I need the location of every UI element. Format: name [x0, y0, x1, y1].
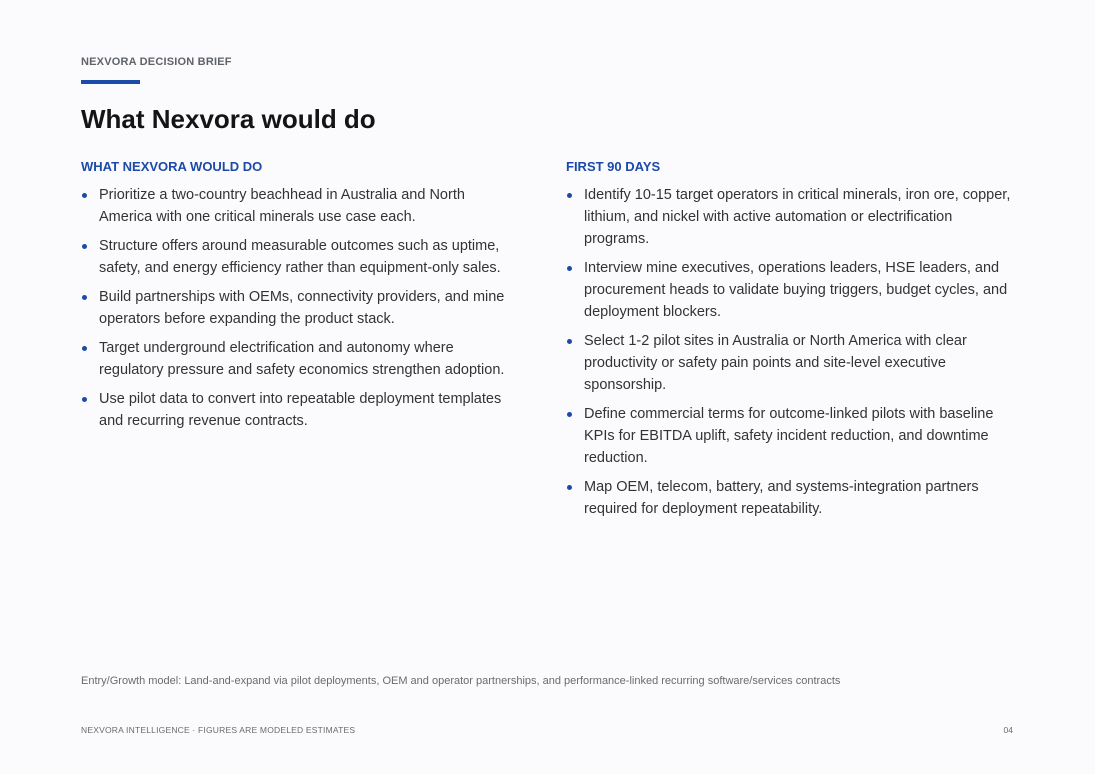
- footer-label: NEXVORA INTELLIGENCE · FIGURES ARE MODELED ESTIMATES: [81, 725, 356, 735]
- bullet-dot-icon: [567, 339, 572, 344]
- right-bullet-list: [566, 184, 1011, 520]
- bullet-dot-icon: [82, 193, 87, 198]
- list-item-text: Select 1-2 pilot sites in Australia or North America with clear productivity or safety pain points and site-level executive sponsorship.: [584, 333, 967, 393]
- bullet-dot-icon: [82, 244, 87, 249]
- list-item: [81, 337, 521, 381]
- list-item-text: Prioritize a two-country beachhead in Australia and North America with one critical minerals use case each.: [99, 187, 465, 225]
- bullet-dot-icon: [82, 397, 87, 402]
- list-item-text: Map OEM, telecom, battery, and systems-integration partners required for deployment repeatability.: [584, 479, 979, 517]
- bullet-dot-icon: [567, 266, 572, 271]
- bullet-dot-icon: [567, 485, 572, 490]
- list-item: [566, 403, 1011, 469]
- list-item: [566, 476, 1011, 520]
- page-number: 04: [1003, 725, 1013, 735]
- eyebrow-label: NEXVORA DECISION BRIEF: [81, 56, 232, 68]
- list-item-text: Interview mine executives, operations leaders, HSE leaders, and procurement heads to validate buying triggers, budget cycles, and deployment blockers.: [584, 260, 1008, 320]
- list-item: [81, 286, 521, 330]
- right-column-heading: FIRST 90 DAYS: [566, 159, 661, 174]
- list-item: [81, 388, 521, 432]
- list-item: [566, 184, 1011, 250]
- right-column: [566, 159, 1011, 527]
- accent-bar: [81, 80, 140, 84]
- list-item: [81, 184, 521, 228]
- bullet-dot-icon: [82, 346, 87, 351]
- left-column: [81, 159, 521, 439]
- bullet-dot-icon: [567, 193, 572, 198]
- bullet-dot-icon: [82, 295, 87, 300]
- list-item-text: Structure offers around measurable outcomes such as uptime, safety, and energy efficiency rather than equipment-only sales.: [99, 238, 501, 276]
- list-item-text: Use pilot data to convert into repeatable deployment templates and recurring revenue contracts.: [99, 391, 502, 429]
- list-item-text: Build partnerships with OEMs, connectivity providers, and mine operators before expanding the product stack.: [99, 289, 505, 327]
- list-item-text: Define commercial terms for outcome-linked pilots with baseline KPIs for EBITDA uplift, safety incident reduction, and downtime reduction.: [584, 406, 994, 466]
- left-bullet-list: [81, 184, 521, 432]
- list-item: [566, 257, 1011, 323]
- list-item: [566, 330, 1011, 396]
- left-column-heading: WHAT NEXVORA WOULD DO: [81, 159, 263, 174]
- list-item: [81, 235, 521, 279]
- bullet-dot-icon: [567, 412, 572, 417]
- list-item-text: Target underground electrification and autonomy where regulatory pressure and safety economics strengthen adoption.: [99, 340, 505, 378]
- page-title: What Nexvora would do: [81, 104, 376, 134]
- list-item-text: Identify 10-15 target operators in critical minerals, iron ore, copper, lithium, and nickel with active automation or electrification programs.: [584, 187, 1011, 247]
- footnote: Entry/Growth model: Land-and-expand via pilot deployments, OEM and operator partnerships, and performance-linked recurring software/services contracts: [81, 675, 841, 687]
